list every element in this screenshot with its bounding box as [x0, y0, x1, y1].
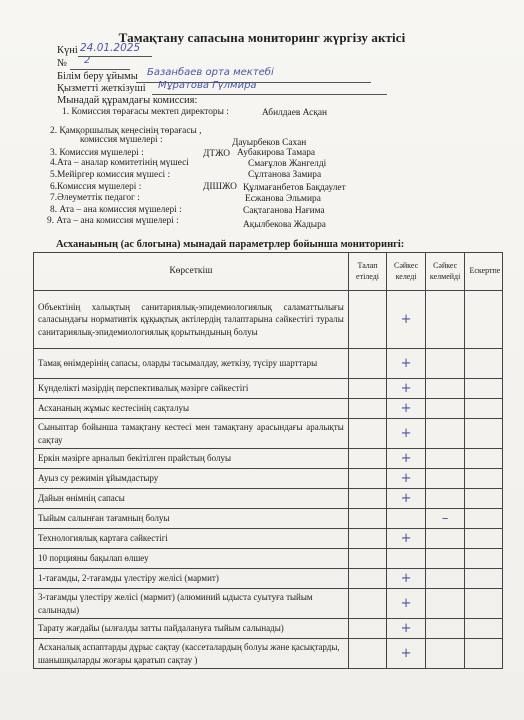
cell-noncompliant [425, 589, 465, 619]
commission-role-2b: комиссия мүшелері : [80, 135, 163, 145]
header-compliant: Сәйкес келеді [387, 253, 426, 291]
table-row [34, 449, 503, 469]
cell-noncompliant [425, 529, 465, 549]
commission-name-1: Абилдаев Асқан [262, 108, 328, 118]
cell-noncompliant [425, 419, 465, 449]
number-label: № [57, 58, 68, 69]
cell-required [348, 489, 387, 509]
cell-compliant: + [387, 379, 426, 399]
cell-required [348, 619, 387, 639]
table-row [34, 549, 503, 569]
cell-noncompliant [425, 449, 465, 469]
cell-noncompliant [425, 469, 465, 489]
cell-note [465, 449, 503, 469]
cell-compliant: + [387, 589, 426, 619]
header-required: Талап етіледі [348, 253, 387, 291]
cell-required [348, 399, 387, 419]
table-row [34, 399, 503, 419]
table-row [34, 349, 503, 379]
cell-noncompliant [425, 619, 465, 639]
cell-required [348, 419, 387, 449]
commission-note-6: ДІШЖО [203, 182, 237, 192]
cell-noncompliant [425, 399, 465, 419]
table-row [34, 291, 503, 349]
row-indicator-text: Дайын өнімнің сапасы [34, 489, 349, 509]
cell-required [348, 549, 387, 569]
monitoring-table [33, 252, 503, 669]
cell-noncompliant [425, 639, 465, 669]
commission-role-7: 7.Әлеуметтік педагог : [50, 193, 140, 203]
commission-name-4: Смағұлов Жангелді [248, 159, 327, 169]
cell-note [465, 529, 503, 549]
header-indicator: Көрсеткіш [34, 253, 349, 291]
cell-compliant: + [387, 291, 426, 349]
table-header-row [34, 253, 503, 291]
row-indicator-text: Күнделікті мәзірдің перспективалық мәзірге сәйкестігі [34, 379, 349, 399]
cell-note [465, 349, 503, 379]
org-value: Базанбаев орта мектебі [147, 67, 274, 78]
cell-compliant: + [387, 349, 426, 379]
table-row [34, 619, 503, 639]
cell-compliant: + [387, 489, 426, 509]
table-row [34, 569, 503, 589]
staff-label: Қызметті жеткізуші [57, 83, 146, 94]
cell-compliant: + [387, 469, 426, 489]
cell-note [465, 419, 503, 449]
cell-compliant: + [387, 399, 426, 419]
commission-name-3: Аубакирова Тамара [237, 148, 316, 158]
table-row [34, 489, 503, 509]
commission-role-9: 9. Ата – ана комиссия мүшелері : [47, 216, 179, 226]
table-row [34, 639, 503, 669]
cell-note [465, 489, 503, 509]
table-row [34, 419, 503, 449]
cell-required [348, 509, 387, 529]
commission-role-6: 6.Комиссия мүшелері : [50, 182, 142, 192]
cell-compliant: + [387, 619, 426, 639]
cell-note [465, 589, 503, 619]
cell-noncompliant [425, 291, 465, 349]
cell-note [465, 549, 503, 569]
commission-name-9: Ақылбекова Жадыра [243, 220, 326, 230]
cell-note [465, 639, 503, 669]
cell-noncompliant [425, 379, 465, 399]
cell-compliant: + [387, 569, 426, 589]
date-label: Күні [57, 45, 78, 56]
cell-required [348, 469, 387, 489]
cell-note [465, 509, 503, 529]
cell-note [465, 469, 503, 489]
header-note: Ескертпе [465, 253, 503, 291]
staff-value: Мұратова Гүлмира [158, 80, 257, 91]
row-indicator-text: Объектінің халықтың санитариялық-эпидемиологиялық саламаттылығы саласындағы нормативтік құқықтық актілердің талаптарына сәйкестігі туралы санитариялық-эпидемиологиялық қорытындының болуы [34, 291, 349, 349]
cell-required [348, 529, 387, 549]
header-noncompliant: Сәйкес келмейді [425, 253, 465, 291]
commission-label: Мынадай құрамдағы комиссия: [57, 95, 198, 106]
row-indicator-text: Ауыз су режимін ұйымдастыру [34, 469, 349, 489]
commission-role-1: 1. Комиссия төрағасы мектеп директоры : [62, 107, 229, 117]
cell-compliant: + [387, 529, 426, 549]
table-row [34, 589, 503, 619]
section-title: Асханаының (ас блогына) мынадай параметрлер бойынша мониторингі: [56, 239, 405, 250]
cell-compliant: + [387, 419, 426, 449]
row-indicator-text: 3-тағамды үлестіру желісі (мармит) (алюминий ыдыста суытуға тыйым салынады) [34, 589, 349, 619]
table-row [34, 529, 503, 549]
row-indicator-text: Асханалық аспаптарды дұрыс сақтау (кассеталардың болуы және қасықтарды, шанышқыларды жоғары қаратып сақтау ) [34, 639, 349, 669]
row-indicator-text: Тыйым салынған тағамның болуы [34, 509, 349, 529]
cell-note [465, 399, 503, 419]
document-title: Тамақтану сапасына мониторинг жүргізу актісі [118, 30, 406, 45]
row-indicator-text: Еркін мәзірге арналып бекітілген прайстың болуы [34, 449, 349, 469]
row-indicator-text: Технологиялық картаға сәйкестігі [34, 529, 349, 549]
commission-note-3: ДТЖО [203, 149, 231, 159]
cell-required [348, 589, 387, 619]
table-body [34, 291, 503, 669]
commission-name-6: Құлмағанбетов Бақдаулет [243, 183, 346, 193]
row-indicator-text: 10 порцияны бақылап өлшеу [34, 549, 349, 569]
cell-required [348, 639, 387, 669]
cell-required [348, 379, 387, 399]
cell-compliant: + [387, 449, 426, 469]
cell-required [348, 291, 387, 349]
cell-note [465, 291, 503, 349]
commission-name-7: Есжанова Эльмира [245, 194, 321, 204]
row-indicator-text: Асхананың жұмыс кестесінің сақталуы [34, 399, 349, 419]
cell-noncompliant [425, 349, 465, 379]
commission-role-3: 3. Комиссия мүшелері : [50, 148, 144, 158]
row-indicator-text: Тамақ өнімдерінің сапасы, оларды тасымалдау, жеткізу, түсіру шарттары [34, 349, 349, 379]
date-value: 24.01.2025 [80, 42, 141, 54]
row-indicator-text: Тарату жағдайы (ылғалды затты пайдалануға тыйым салынады) [34, 619, 349, 639]
commission-role-2: 2. Қамқоршылық кеңесінің төрағасы , [50, 126, 202, 136]
table-row [34, 469, 503, 489]
number-underline [70, 69, 130, 70]
cell-required [348, 569, 387, 589]
row-indicator-text: Сыныптар бойынша тамақтану кестесі мен тамақтану арасындағы аралықты сақтау [34, 419, 349, 449]
cell-noncompliant [425, 549, 465, 569]
cell-required [348, 449, 387, 469]
cell-note [465, 379, 503, 399]
cell-noncompliant: – [425, 509, 465, 529]
cell-noncompliant [425, 489, 465, 509]
cell-note [465, 619, 503, 639]
cell-compliant [387, 549, 426, 569]
number-value: 2 [84, 55, 91, 66]
commission-name-8: Сақтаганова Нағима [243, 206, 325, 216]
cell-required [348, 349, 387, 379]
cell-compliant [387, 509, 426, 529]
table-row [34, 379, 503, 399]
commission-name-2: Дауырбеков Сахан [232, 138, 307, 148]
cell-noncompliant [425, 569, 465, 589]
commission-name-5: Сұлтанова Замира [248, 170, 322, 180]
commission-role-5: 5.Мейіргер комиссия мүшесі : [50, 170, 171, 180]
commission-role-8: 8. Ата – ана комиссия мүшелері : [50, 205, 182, 215]
commission-role-4: 4.Ата – аналар комитетінің мүшесі [50, 158, 189, 168]
table-row [34, 509, 503, 529]
org-label: Білім беру ұйымы [57, 71, 138, 82]
cell-note [465, 569, 503, 589]
row-indicator-text: 1-тағамды, 2-тағамды үлестіру желісі (мармит) [34, 569, 349, 589]
cell-compliant: + [387, 639, 426, 669]
